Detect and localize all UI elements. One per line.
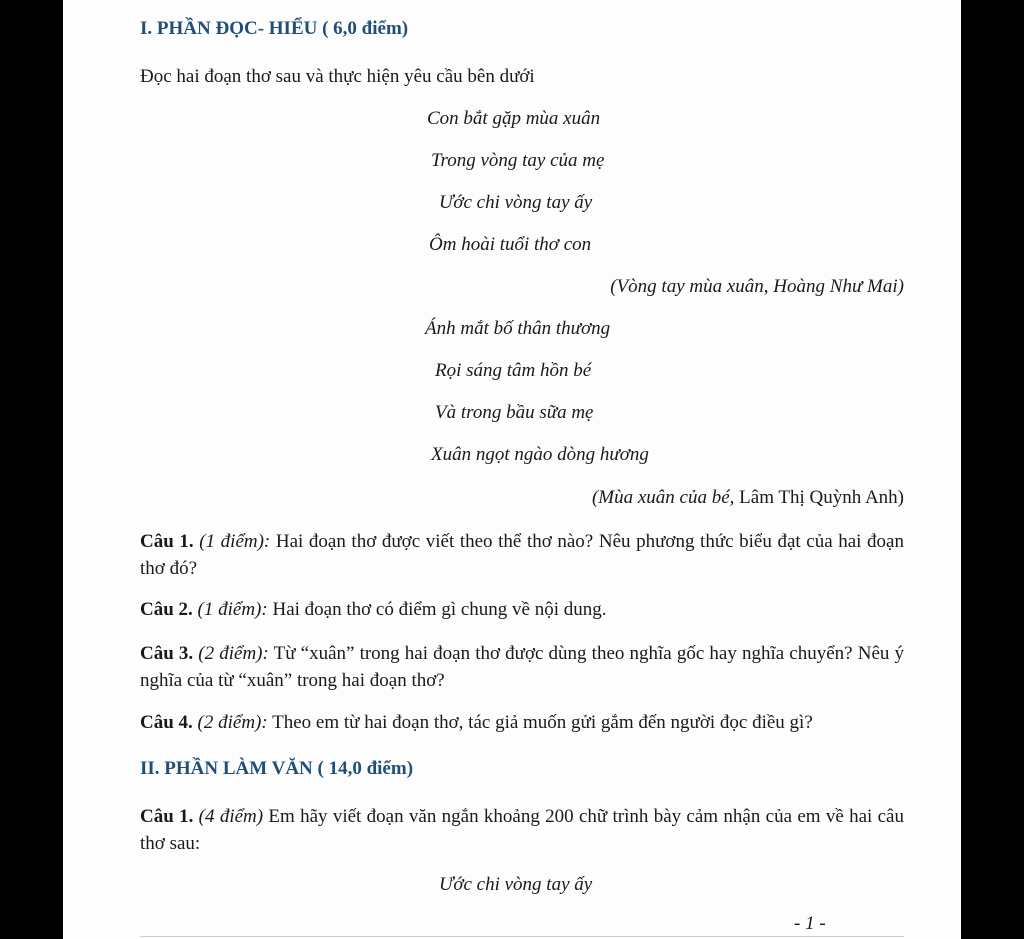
question-1-label: Câu 1.: [140, 531, 194, 552]
question-3-label: Câu 3.: [140, 643, 194, 664]
poem-1-line-4: Ôm hoài tuổi thơ con: [429, 234, 592, 255]
question-4: [140, 709, 904, 736]
page-number: - 1 -: [794, 913, 826, 934]
poem-2-source-author: Lâm Thị Quỳnh Anh): [734, 487, 904, 508]
question-2-points: (1 điểm):: [192, 599, 268, 620]
question-1-points: (1 điểm):: [193, 531, 271, 552]
question-4-points: (2 điểm):: [192, 712, 268, 733]
poem-2-line-3: Và trong bầu sữa mẹ: [435, 402, 594, 423]
question-1: [140, 528, 904, 582]
section-2-heading: II. PHẦN LÀM VĂN ( 14,0 điểm): [140, 758, 414, 779]
poem-2-source-title: (Mùa xuân của bé,: [591, 487, 735, 508]
writing-question-1-label: Câu 1.: [140, 806, 194, 827]
footer-divider: [140, 936, 904, 937]
question-4-text: Theo em từ hai đoạn thơ, tác giả muốn gửi gắm đến người đọc điều gì?: [267, 712, 813, 733]
poem-2-source: [592, 487, 904, 509]
poem-2-line-4: Xuân ngọt ngào dòng hương: [431, 444, 649, 465]
question-2-label: Câu 2.: [140, 599, 193, 620]
writing-question-1-points: (4 điểm): [193, 806, 264, 827]
poem-1-line-1: Con bắt gặp mùa xuân: [427, 108, 601, 129]
section-1-heading: I. PHẦN ĐỌC- HIỂU ( 6,0 điểm): [140, 18, 409, 39]
document-page: [63, 0, 961, 939]
question-2: [140, 596, 904, 623]
poem-1-line-2: Trong vòng tay của mẹ: [431, 150, 605, 171]
question-1-text: Hai đoạn thơ được viết theo thể thơ nào? Nêu phương thức biểu đạt của hai đoạn thơ đó?: [140, 531, 904, 579]
poem-2-line-1: Ánh mắt bố thân thương: [425, 318, 611, 339]
poem-1-line-3: Ước chi vòng tay ấy: [439, 192, 593, 213]
question-2-text: Hai đoạn thơ có điểm gì chung về nội dung.: [267, 599, 607, 620]
writing-question-1-text: Em hãy viết đoạn văn ngắn khoảng 200 chữ trình bày cảm nhận của em về hai câu thơ sau:: [140, 806, 904, 854]
quoted-verse: Ước chi vòng tay ấy: [439, 874, 593, 895]
writing-question-1: [140, 803, 904, 857]
question-3-text: Từ “xuân” trong hai đoạn thơ được dùng theo nghĩa gốc hay nghĩa chuyển? Nêu ý nghĩa của từ “xuân” trong hai đoạn thơ?: [140, 643, 905, 691]
poem-2-line-2: Rọi sáng tâm hồn bé: [435, 360, 592, 381]
poem-1-source: (Vòng tay mùa xuân, Hoàng Như Mai): [610, 276, 904, 297]
question-3: [140, 640, 904, 694]
reading-instruction: Đọc hai đoạn thơ sau và thực hiện yêu cầu bên dưới: [140, 66, 535, 87]
question-4-label: Câu 4.: [140, 712, 193, 733]
question-3-points: (2 điểm):: [193, 643, 269, 664]
